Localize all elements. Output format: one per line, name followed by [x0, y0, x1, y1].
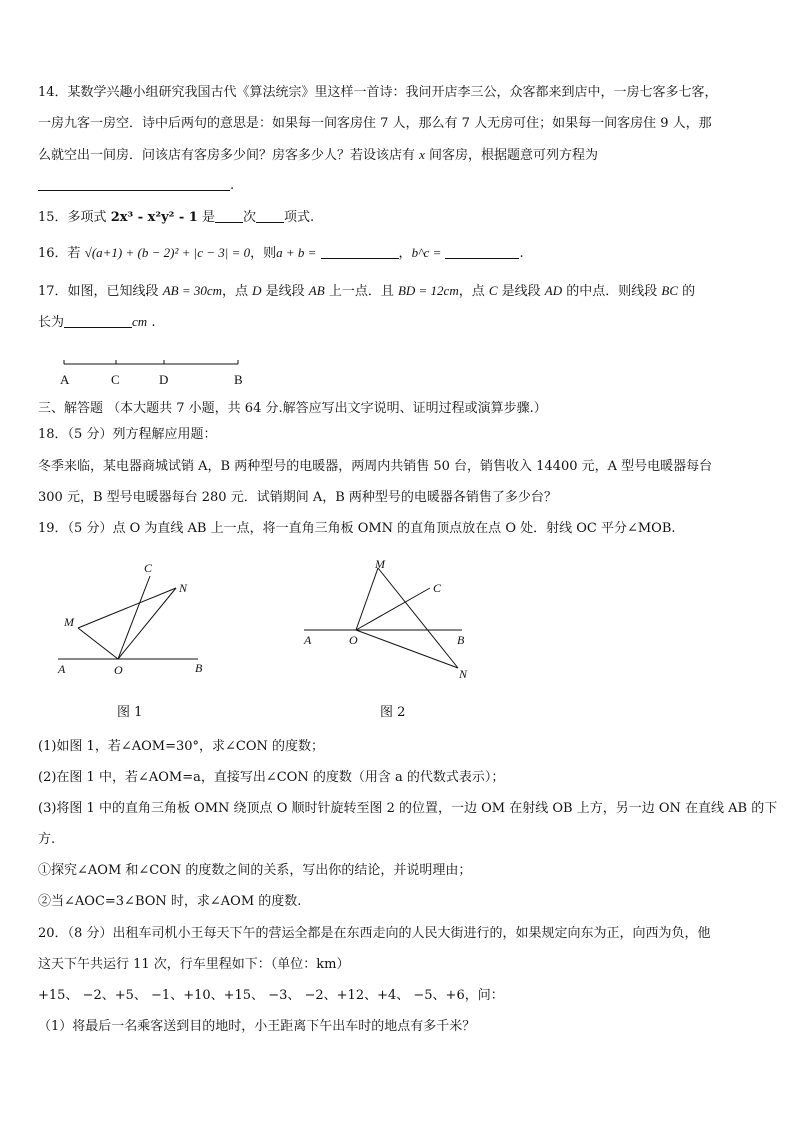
q15-terms-blank[interactable]: [256, 208, 284, 223]
q17-unit: cm: [132, 314, 148, 329]
q16-sum-blank[interactable]: [321, 244, 399, 259]
q17-segment-bc: BC: [661, 283, 679, 298]
q17-text: 17．如图，已知线段: [38, 284, 163, 299]
q15-prefix: 15．多项式: [38, 210, 111, 225]
q17-ab-length: AB = 30cm: [162, 283, 222, 298]
q19-part-3-line-1: (3)将图 1 中的直角三角板 OMN 绕顶点 O 顺时针旋转至图 2 的位置，一边 OM 在射线 OB 上方，另一边 ON 在直线 AB 的下: [38, 801, 778, 816]
q17-text: 是线段: [261, 284, 309, 299]
q17-label-b: B: [234, 372, 243, 387]
q19-part-1: (1)如图 1，若∠AOM=30°，求∠CON 的度数；: [38, 739, 325, 754]
q17-label-c: C: [111, 372, 120, 387]
q14-line-1: 14．某数学兴趣小组研究我国古代《算法统宗》里这样一首诗：我问开店李三公，众客都来到店中，一房七客多七客，: [38, 85, 718, 100]
q17-text: 上一点．且: [324, 284, 398, 299]
q14-line-3-text-b: 间客房，根据题意可列方程为: [424, 148, 599, 163]
q14-variable: x: [419, 147, 425, 162]
q17-label-a: A: [60, 372, 70, 387]
q17-text: 的中点．则线段: [562, 284, 662, 299]
q16-end: .: [519, 246, 524, 261]
q16-power-blank[interactable]: [445, 244, 519, 259]
fig2-caption: 图 2: [380, 705, 406, 720]
fig1-caption: 图 1: [117, 705, 143, 720]
q18-head: 18．（5 分）列方程解应用题：: [38, 427, 217, 442]
section-3-heading: 三、解答题 （本大题共 7 小题，共 64 分.解答应写出文字说明、证明过程或演算步骤.）: [38, 401, 547, 416]
q17-bd-length: BD = 12cm: [397, 283, 459, 298]
q14-answer-end: .: [230, 178, 235, 193]
fig1-label-b: B: [195, 661, 203, 675]
q17-point-d: D: [252, 283, 262, 298]
q19-part-2: (2)在图 1 中，若∠AOM=a，直接写出∠CON 的度数（用含 a 的代数式表示）；: [38, 770, 505, 785]
q16-equation: √(a+1) + (b − 2)² + |c − 3| = 0: [84, 245, 251, 260]
fig1-label-n: N: [179, 581, 188, 595]
q15-expression: 2x³ - x²y² - 1: [110, 210, 198, 225]
fig2-label-a: A: [304, 633, 312, 647]
q14-line-3-text-a: 么就空出一间房．问该店有客房多少间？房客多少人？若设该店有: [38, 148, 420, 163]
q19-part-3-line-2: 方.: [38, 832, 56, 847]
fig1-label-o: O: [114, 663, 123, 677]
q16: [38, 244, 524, 263]
q14-answer-blank[interactable]: [38, 176, 230, 191]
q15: [38, 208, 314, 227]
q19-part-3-1: ①探究∠AOM 和∠CON 的度数之间的关系，写出你的结论，并说明理由；: [38, 863, 472, 878]
q19-head: 19．（5 分）点 O 为直线 AB 上一点，将一直角三角板 OMN 的直角顶点放在点 O 处．射线 OC 平分∠MOB.: [38, 521, 676, 536]
q16-comma: ，: [398, 246, 412, 261]
fig2-label-o: O: [349, 633, 358, 647]
q17-text: .: [147, 315, 156, 330]
q19-figure-2: [296, 552, 476, 682]
q14-line-2: 一房九客一房空．诗中后两句的意思是：如果每一间客房住 7 人，那么有 7 人无房可住；如果每一间客房住 9 人，那: [38, 116, 712, 131]
q16-power: b^c =: [411, 245, 442, 260]
q15-mid: 是: [197, 210, 215, 225]
q17-label-d: D: [159, 372, 169, 387]
q17-line-1: [38, 282, 695, 301]
q17-point-c: C: [488, 283, 498, 298]
q16-prefix: 16．若: [38, 246, 85, 261]
q17-text: 是线段: [497, 284, 545, 299]
q17-line-2: [38, 313, 155, 332]
q19-figure-1: [52, 558, 212, 682]
fig1-label-m: M: [64, 615, 74, 629]
fig2-label-c: C: [433, 581, 442, 595]
q14-answer-line: [38, 176, 234, 195]
q17-segment-ab: AB: [308, 283, 325, 298]
q20-mileage-list: +15、 −2、+5、 −1、+10、+15、 −3、 −2、+12、+4、 −5、+6，问：: [38, 988, 504, 1003]
fig2-label-b: B: [457, 633, 465, 647]
q17-text: ，点: [458, 284, 489, 299]
q17-segment-figure: [56, 356, 256, 390]
q17-answer-blank[interactable]: [64, 313, 132, 328]
q15-end: 项式.: [283, 210, 315, 225]
q14-line-3: [38, 146, 598, 165]
q16-then: ，则: [250, 246, 277, 261]
q15-degree-blank[interactable]: [215, 208, 243, 223]
q20-line-2: 这天下午共运行 11 次，行车里程如下：（单位：km）: [38, 957, 350, 972]
q19-part-3-2: ②当∠AOC=3∠BON 时，求∠AOM 的度数.: [38, 894, 302, 909]
q17-text: ，点: [222, 284, 253, 299]
q17-text: 的: [678, 284, 696, 299]
fig2-label-m: M: [375, 557, 385, 571]
q15-ci: 次: [242, 210, 256, 225]
q17-text: 长为: [38, 315, 65, 330]
q17-segment-ad: AD: [544, 283, 563, 298]
q18-line-2: 300 元，B 型号电暖器每台 280 元．试销期间 A，B 两种型号的电暖器各销售了多少台？: [38, 490, 557, 505]
q18-line-1: 冬季来临，某电器商城试销 A，B 两种型号的电暖器，两周内共销售 50 台，销售收入 14400 元，A 型号电暖器每台: [38, 459, 713, 474]
q20-part-1: （1）将最后一名乘客送到目的地时，小王距离下午出车时的地点有多千米？: [38, 1019, 476, 1034]
fig1-label-c: C: [144, 561, 153, 575]
fig1-label-a: A: [58, 662, 66, 676]
q16-sum: a + b =: [276, 245, 317, 260]
q20-line-1: 20．（8 分）出租车司机小王每天下午的营运全都是在东西走向的人民大街进行的，如果规定向东为正，向西为负，他: [38, 926, 711, 941]
fig2-label-n: N: [459, 667, 468, 681]
